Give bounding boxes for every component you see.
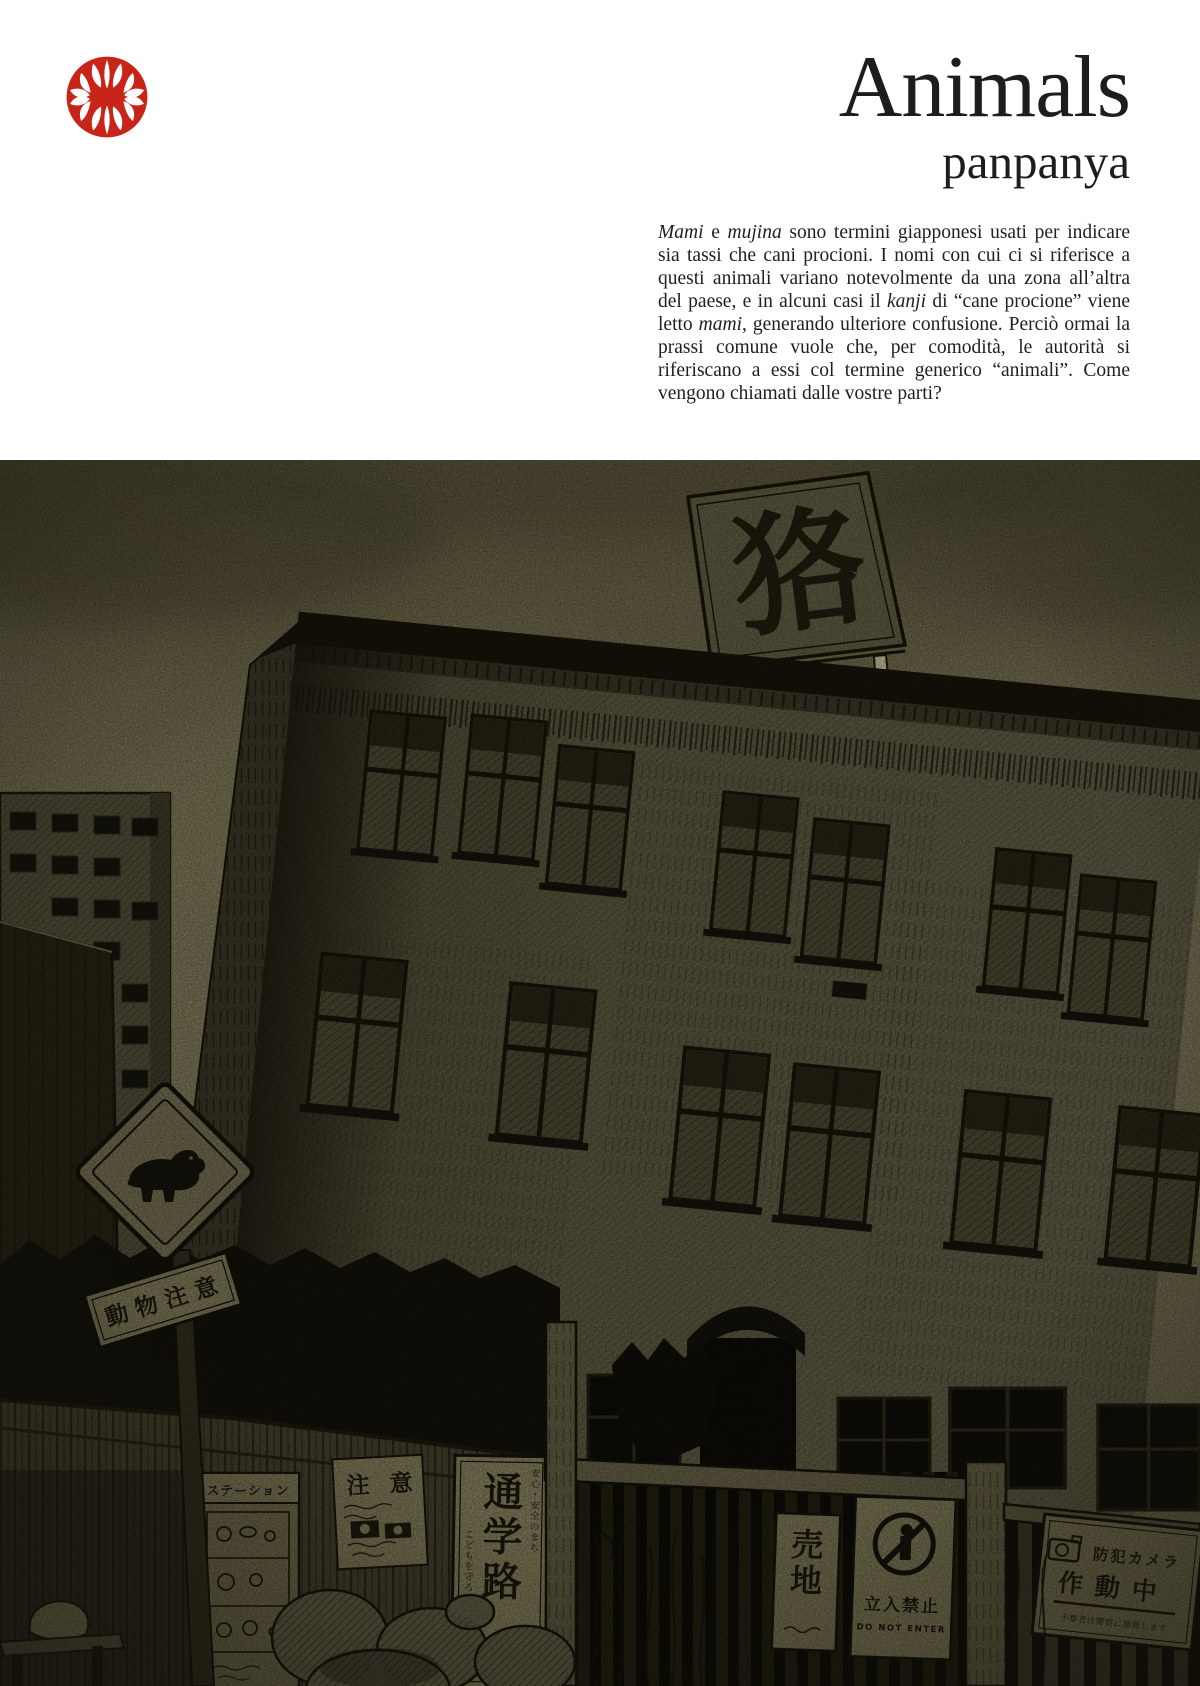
intro-segment: Mami [658, 221, 704, 243]
intro-segment: e [703, 221, 728, 243]
intro-paragraph [658, 221, 1130, 405]
intro-segment: sono termini giapponesi usati per indicare sia tassi che cani procioni. I nomi con cui ci si riferisce a questi animali variano notevolmente da una zona all’altra del paese, e in alcuni casi il [658, 221, 1130, 312]
intro-segment: mujina [727, 221, 782, 243]
book-author: panpanya [942, 134, 1130, 189]
intro-segment: , generando ulteriore confusione. Perciò ormai la prassi comune vuole che, per comodità, le autorità si riferiscano a essi col termine generico “animali”. Come vengono chiamati dalle vostre parti? [658, 313, 1130, 404]
cover-illustration [0, 460, 1200, 1686]
page-header [0, 0, 1200, 460]
book-title: Animals [838, 39, 1130, 136]
intro-segment: di “cane procione” viene letto [658, 290, 1130, 335]
publisher-ornament-logo [64, 54, 150, 140]
intro-segment: kanji [887, 290, 926, 312]
intro-segment: mami [698, 313, 743, 335]
vignette [0, 460, 1200, 1686]
